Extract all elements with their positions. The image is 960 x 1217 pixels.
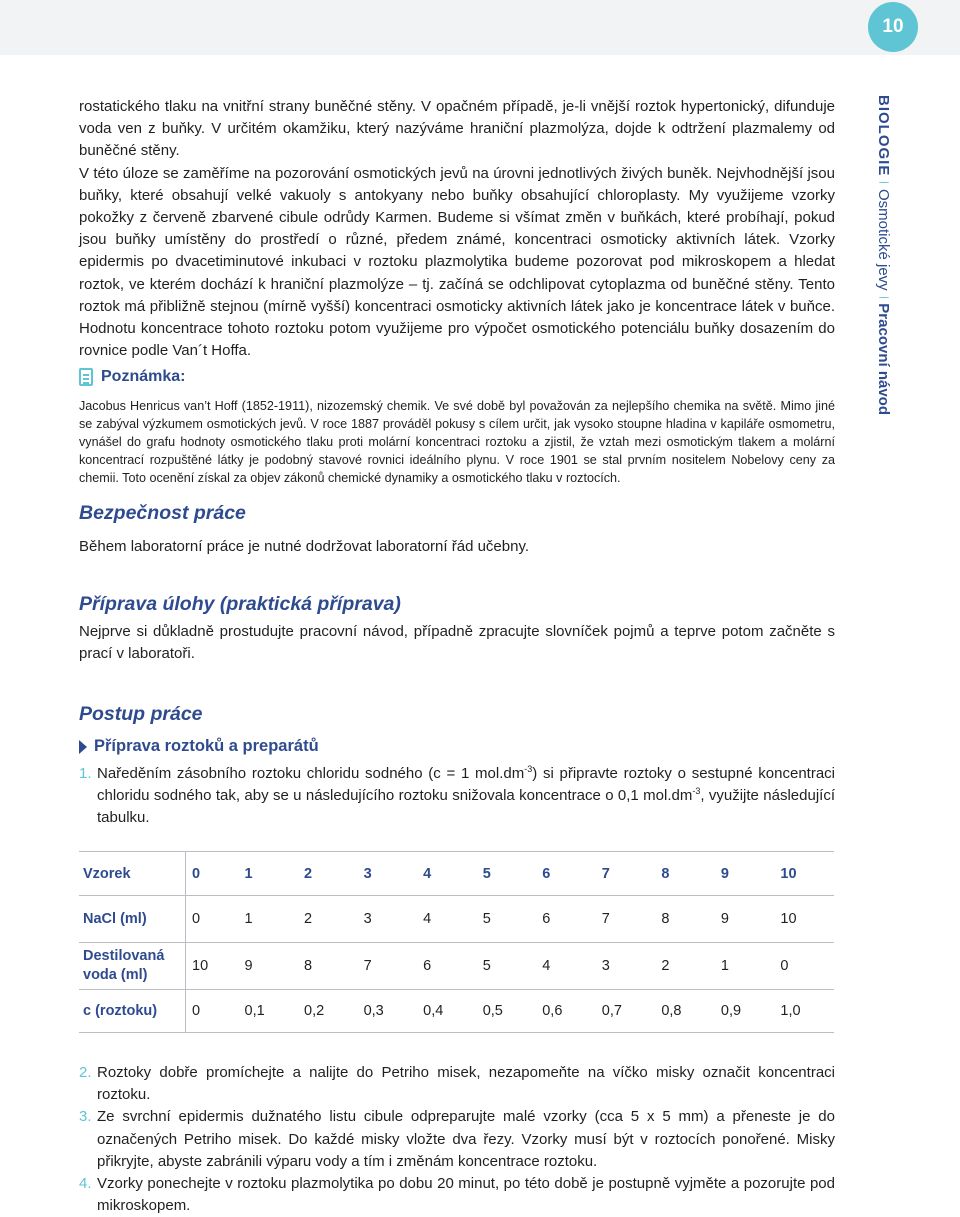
prep-text: Nejprve si důkladně prostudujte pracovní návod, případně zpracujte slovníček pojmů a teprve potom začněte s prací v laboratoři. <box>79 623 835 663</box>
table-cell: 6 <box>423 958 432 974</box>
table-cell: 4 <box>542 958 551 974</box>
step-text: Naředěním zásobního roztoku chloridu sodného (c = 1 mol.dm <box>97 765 525 782</box>
table-cell: 8 <box>304 958 313 974</box>
table-cell: 0,9 <box>720 1003 742 1019</box>
table-cell: 4 <box>423 865 432 882</box>
note-document-icon <box>79 368 93 386</box>
table-cell: 2 <box>661 958 670 974</box>
table-cell: 10 <box>192 958 209 974</box>
table-cell: 5 <box>482 958 491 974</box>
side-subject: BIOLOGIE <box>875 95 893 177</box>
table-cell: 0,1 <box>244 1003 265 1019</box>
procedure-subheading-text: Příprava roztoků a preparátů <box>94 737 319 755</box>
step-text: , využijte následující tabulku. <box>97 787 835 827</box>
intro-text <box>79 96 835 362</box>
row-header: Destilovaná voda (ml) <box>79 943 186 990</box>
step-list-2 <box>79 1062 835 1217</box>
dilution-table <box>79 851 834 1033</box>
table-cell: 8 <box>661 911 670 927</box>
note-header <box>79 368 185 386</box>
table-cell: 0 <box>780 958 789 974</box>
table-cell: 10 <box>780 911 797 927</box>
step-text: Ze svrchní epidermis dužnatého listu cibule odpreparujte malé vzorky (cca 5 x 5 mm) a přeneste je do označených Petriho misek. Do každé misky vložte dva řezy. Vzorky musí být v roztocích ponořené. Misky přikryjte, abyste zabránili výparu vody a tím i změnám koncentrace roztoku. <box>97 1108 835 1170</box>
prep-heading: Příprava úlohy (praktická příprava) <box>79 593 401 615</box>
table-cell: 6 <box>542 911 551 927</box>
table-cell: 1 <box>244 865 253 882</box>
row-header: c (roztoku) <box>79 990 186 1033</box>
table-cell: 7 <box>601 865 610 882</box>
note-title: Poznámka: <box>101 368 186 385</box>
superscript: -3 <box>524 764 533 774</box>
table-cell: 9 <box>244 958 253 974</box>
row-header: Vzorek <box>79 852 186 896</box>
safety-text: Během laboratorní práce je nutné dodržovat laboratorní řád učebny. <box>79 538 529 555</box>
step-text: ) si připravte roztoky o sestupné koncentraci chloridu sodného tak, aby se u následujícího roztoku snižovala koncentrace o 0,1 mol.dm <box>97 765 836 805</box>
step-number: 1. <box>79 765 92 782</box>
page-number-badge: 10 <box>868 2 918 52</box>
table-row <box>79 990 834 1033</box>
table-row <box>79 943 834 990</box>
table-cell: 1 <box>244 911 253 927</box>
step-text: Roztoky dobře promíchejte a nalijte do Petriho misek, nezapomeňte na víčko misky označit koncentraci roztoku. <box>97 1064 835 1104</box>
table-cell: 0 <box>192 911 201 927</box>
side-topic: Osmotické jevy <box>875 188 893 291</box>
table-cell: 1 <box>720 958 729 974</box>
safety-heading: Bezpečnost práce <box>79 502 246 524</box>
step-number: 4. <box>79 1175 92 1193</box>
table-cell: 0,6 <box>542 1003 563 1019</box>
table-cell: 5 <box>482 911 491 927</box>
table-cell: 7 <box>601 911 610 927</box>
table-cell: 6 <box>542 865 551 882</box>
arrow-right-icon <box>79 740 87 754</box>
step-text: Vzorky ponechejte v roztoku plazmolytika po dobu 20 minut, po této době je postupně vyjměte a pozorujte pod mikroskopem. <box>97 1175 835 1215</box>
table-cell: 0,2 <box>304 1003 325 1019</box>
table-cell: 3 <box>363 865 372 882</box>
table-row <box>79 896 834 943</box>
step-list-1 <box>79 763 835 830</box>
header-band <box>0 0 960 55</box>
side-section: Pracovní návod <box>875 303 893 415</box>
step-item <box>79 1062 835 1106</box>
procedure-subheading <box>79 737 319 756</box>
bullet-dot-icon <box>879 182 889 183</box>
table-cell: 0,4 <box>423 1003 444 1019</box>
table-cell: 10 <box>780 865 797 882</box>
table-cell: 7 <box>363 958 372 974</box>
superscript: -3 <box>692 786 701 797</box>
intro-paragraph-2: V této úloze se zaměříme na pozorování osmotických jevů na úrovni jednotlivých živých buněk. Nejvhodnější jsou buňky, které obsahují velké vakuoly s antokyany nebo buňky obsahující chloroplasty. My využijeme vzorky pokožky z červeně zbarvené cibule odrůdy Karmen. Budeme si všímat změn v buňkách, které probíhají, pokud jsou buňky umístěny do prostředí o různé, předem známé, koncentraci osmoticky aktivních látek. Vzorky epidermis po dvacetiminutové inkubaci v roztoku plazmolytika budeme pozorovat pod mikroskopem a hledat roztok, ve kterém dochází k hraniční plazmolýze – tj. začíná se odchlipovat cytoplazma od buněčné stěny. Tento roztok má přibližně stejnou (mírně vyšší) koncentraci osmoticky aktivních látek jako je koncentrace látek v buňce. Hodnotu koncentrace tohoto roztoku potom využijeme pro výpočet osmotického potenciálu buňky dosazením do rovnice podle Van´t Hoffa. <box>79 164 835 360</box>
step-item <box>79 1106 835 1173</box>
note-text: Jacobus Henricus van’t Hoff (1852-1911), nizozemský chemik. Ve své době byl považován za nejlepšího chemika na světě. Mimo jiné se zabýval výzkumem osmotických jevů. V roce 1887 prováděl pokusy s cílem určit, jak vysoko stoupne hladina v kapiláře osmometru, vynášel do grafu hodnoty osmotického tlaku proti molární koncentraci roztoku a zjistil, že vztah mezi osmotickým tlakem a molární koncentrací rozpuštěné látky je podobný stavové rovnici ideálního plynu. V roce 1901 se stal prvním nositelem Nobelovy ceny za chemii. Toto ocenění získal za objev zákonů chemické dynamiky a osmotického tlaku v roztocích. <box>79 399 835 486</box>
step-number: 3. <box>79 1108 92 1126</box>
table-cell: 0,3 <box>363 1003 384 1019</box>
step-item <box>79 1173 835 1217</box>
step-item <box>79 763 835 830</box>
side-running-title <box>870 95 898 415</box>
table-cell: 3 <box>363 911 372 927</box>
table-cell: 0 <box>192 1003 201 1019</box>
table-cell: 8 <box>661 865 670 882</box>
table-row <box>79 852 834 896</box>
table-cell: 5 <box>482 865 491 882</box>
step-number: 2. <box>79 1064 92 1081</box>
table-cell: 0,8 <box>661 1003 682 1019</box>
table-cell: 0,5 <box>482 1003 503 1019</box>
table-cell: 2 <box>304 865 313 882</box>
table-cell: 0 <box>192 865 201 882</box>
table-cell: 1,0 <box>780 1003 801 1019</box>
table-cell: 0,7 <box>601 1003 622 1019</box>
bullet-dot-icon <box>879 297 889 298</box>
table-cell: 2 <box>304 911 313 927</box>
procedure-heading: Postup práce <box>79 703 203 725</box>
table-cell: 4 <box>423 911 432 927</box>
table-cell: 9 <box>720 911 729 927</box>
intro-paragraph-1: rostatického tlaku na vnitřní strany buněčné stěny. V opačném případě, je-li vnější roztok hypertonický, difunduje voda ven z buňky. V určitém okamžiku, který nazýváme hraniční plazmolýza, dojde k odtržení plazmalemy od buněčné stěny. <box>79 98 835 160</box>
table-cell: 3 <box>601 958 610 974</box>
row-header: NaCl (ml) <box>79 896 186 943</box>
table-cell: 9 <box>720 865 729 882</box>
